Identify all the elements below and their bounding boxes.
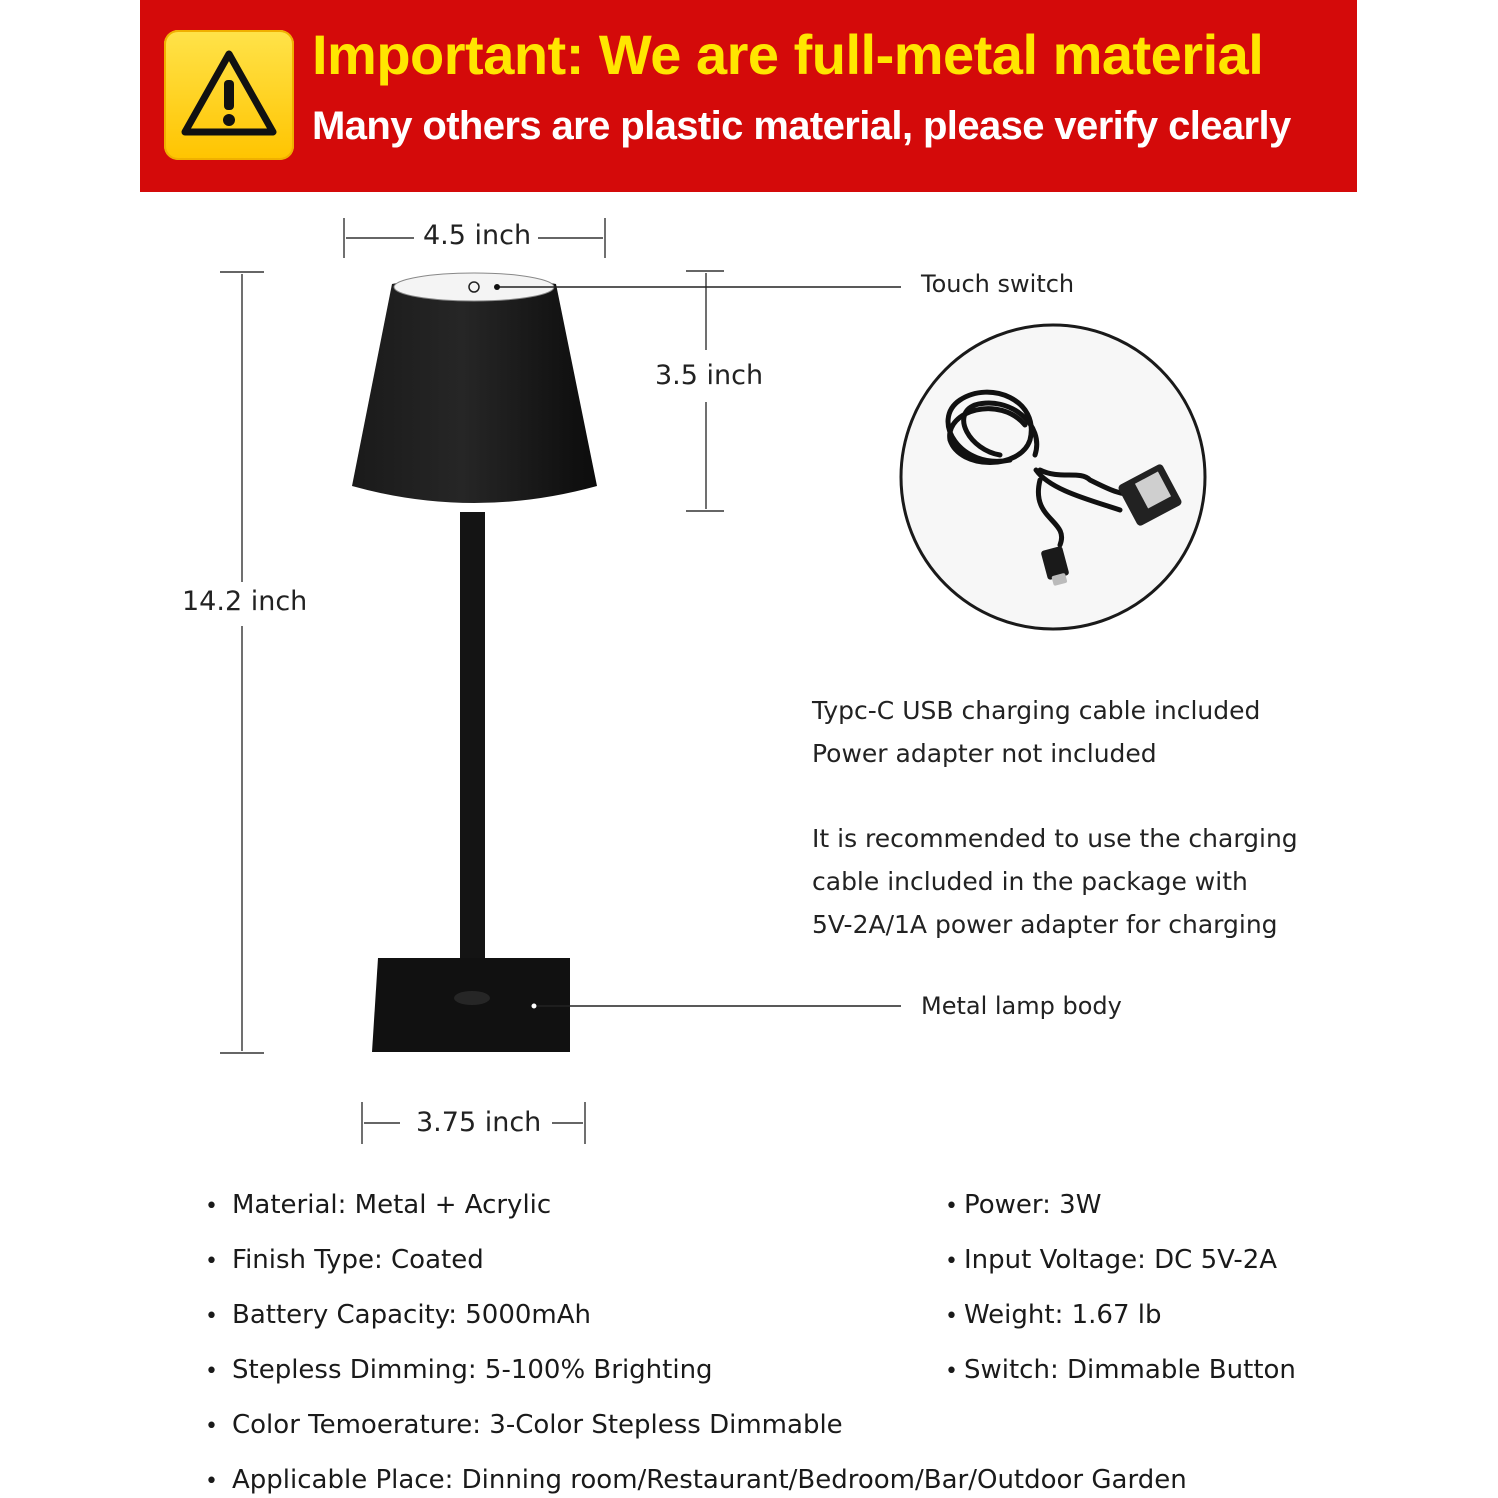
spec-stepless-dimming: Stepless Dimming: 5-100% Brighting — [232, 1355, 713, 1385]
spec-material: Material: Metal + Acrylic — [232, 1190, 552, 1220]
spec-weight: Weight: 1.67 lb — [964, 1300, 1162, 1330]
spec-power: Power: 3W — [964, 1190, 1102, 1220]
touch-switch-label: Touch switch — [921, 270, 1075, 298]
spec-input-voltage: Input Voltage: DC 5V-2A — [964, 1245, 1278, 1275]
bullet: • — [205, 1414, 218, 1439]
note-recommendation-3: 5V-2A/1A power adapter for charging — [812, 910, 1278, 939]
note-recommendation-2: cable included in the package with — [812, 867, 1248, 896]
bullet: • — [205, 1359, 218, 1384]
bullet: • — [205, 1304, 218, 1329]
bullet: • — [945, 1194, 958, 1219]
bullet: • — [945, 1249, 958, 1274]
note-adapter-not-included: Power adapter not included — [812, 739, 1157, 768]
total-height-label: 14.2 inch — [182, 586, 308, 617]
bullet: • — [945, 1304, 958, 1329]
dimension-total-height — [220, 272, 264, 1053]
charging-cable-photo — [901, 325, 1205, 629]
bullet: • — [945, 1359, 958, 1384]
callout-lamp-body-line — [531, 1003, 901, 1009]
shade-height-label: 3.5 inch — [655, 360, 764, 391]
dimension-shade-height — [686, 271, 724, 511]
spec-switch: Switch: Dimmable Button — [964, 1355, 1296, 1385]
base-width-label: 3.75 inch — [416, 1107, 542, 1138]
note-recommendation-1: It is recommended to use the charging — [812, 824, 1298, 853]
bullet: • — [205, 1194, 218, 1219]
spec-finish-type: Finish Type: Coated — [232, 1245, 484, 1275]
bullet: • — [205, 1249, 218, 1274]
spec-applicable-place: Applicable Place: Dinning room/Restaurant/Bedroom/Bar/Outdoor Garden — [232, 1465, 1187, 1495]
lamp-body-label: Metal lamp body — [921, 992, 1122, 1020]
lamp-illustration — [352, 273, 597, 1052]
bullet: • — [205, 1469, 218, 1494]
spec-color-temperature: Color Temoerature: 3-Color Stepless Dimmable — [232, 1410, 843, 1440]
banner-title: Important: We are full-metal material — [312, 23, 1264, 86]
spec-battery-capacity: Battery Capacity: 5000mAh — [232, 1300, 592, 1330]
banner-subtitle: Many others are plastic material, please verify clearly — [312, 104, 1291, 148]
note-cable-included: Typc-C USB charging cable included — [812, 696, 1261, 725]
shade-width-label: 4.5 inch — [423, 220, 532, 251]
